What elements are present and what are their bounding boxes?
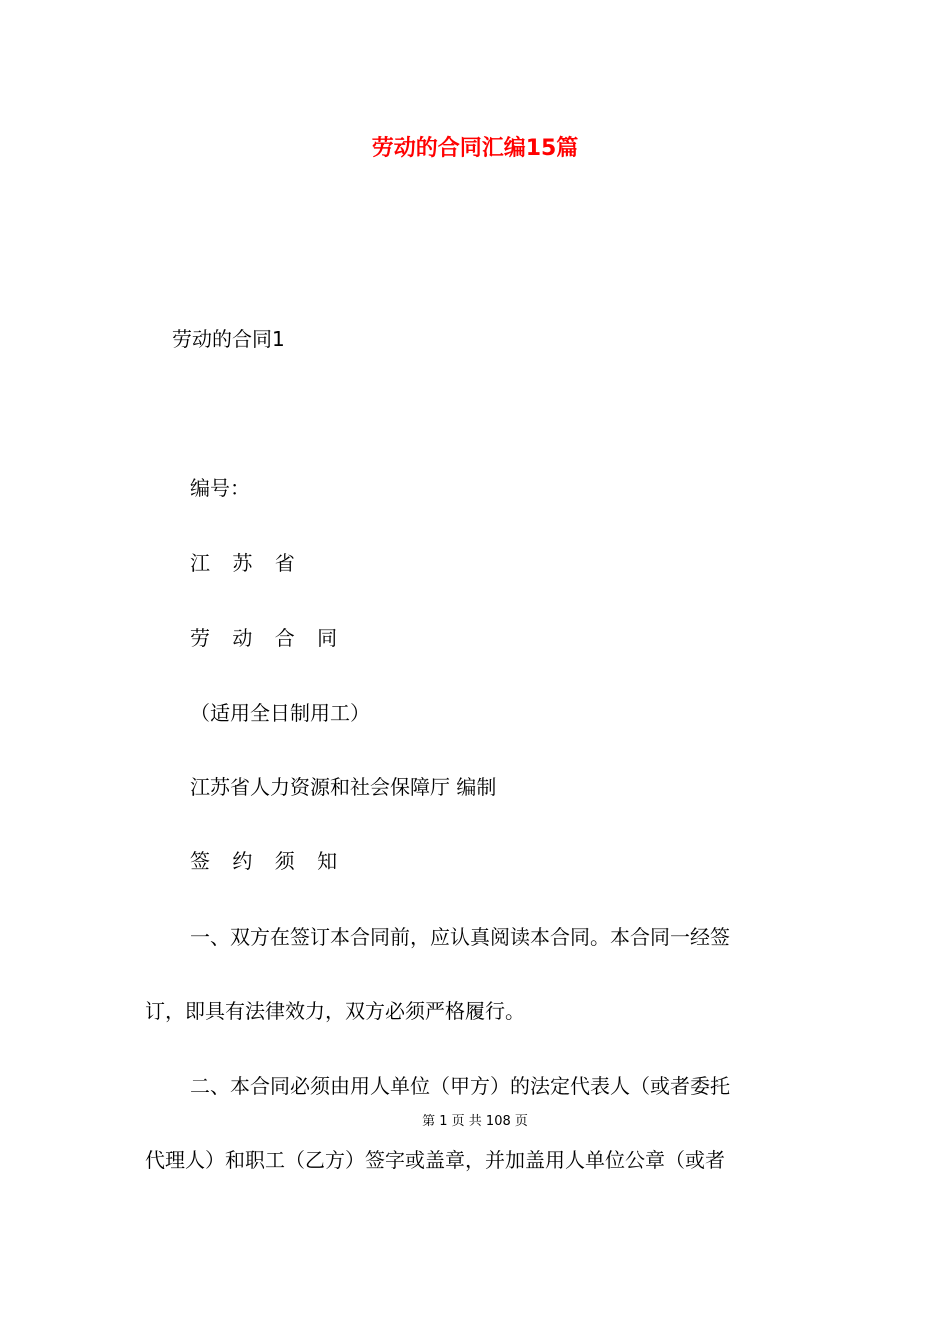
number-label: 编号：: [190, 476, 250, 500]
scope-line: （适用全日制用工）: [190, 701, 370, 725]
paragraph-1-line-1: 一、双方在签订本合同前，应认真阅读本合同。本合同一经签: [190, 925, 730, 949]
page-footer: 第 1 页 共 108 页: [422, 1114, 528, 1129]
province-line: 江 苏 省: [190, 551, 303, 575]
paragraph-2-line-2: 代理人）和职工（乙方）签字或盖章，并加盖用人单位公章（或者: [145, 1148, 725, 1172]
section-heading: 劳动的合同1: [172, 327, 285, 351]
paragraph-1-line-2: 订，即具有法律效力，双方必须严格履行。: [145, 999, 525, 1023]
contract-line: 劳 动 合 同: [190, 626, 346, 650]
paragraph-2-line-1: 二、本合同必须由用人单位（甲方）的法定代表人（或者委托: [190, 1074, 730, 1098]
notice-heading: 签 约 须 知: [190, 849, 346, 873]
compiler-line: 江苏省人力资源和社会保障厅 编制: [190, 775, 497, 799]
document-title: 劳动的合同汇编15篇: [371, 136, 579, 161]
